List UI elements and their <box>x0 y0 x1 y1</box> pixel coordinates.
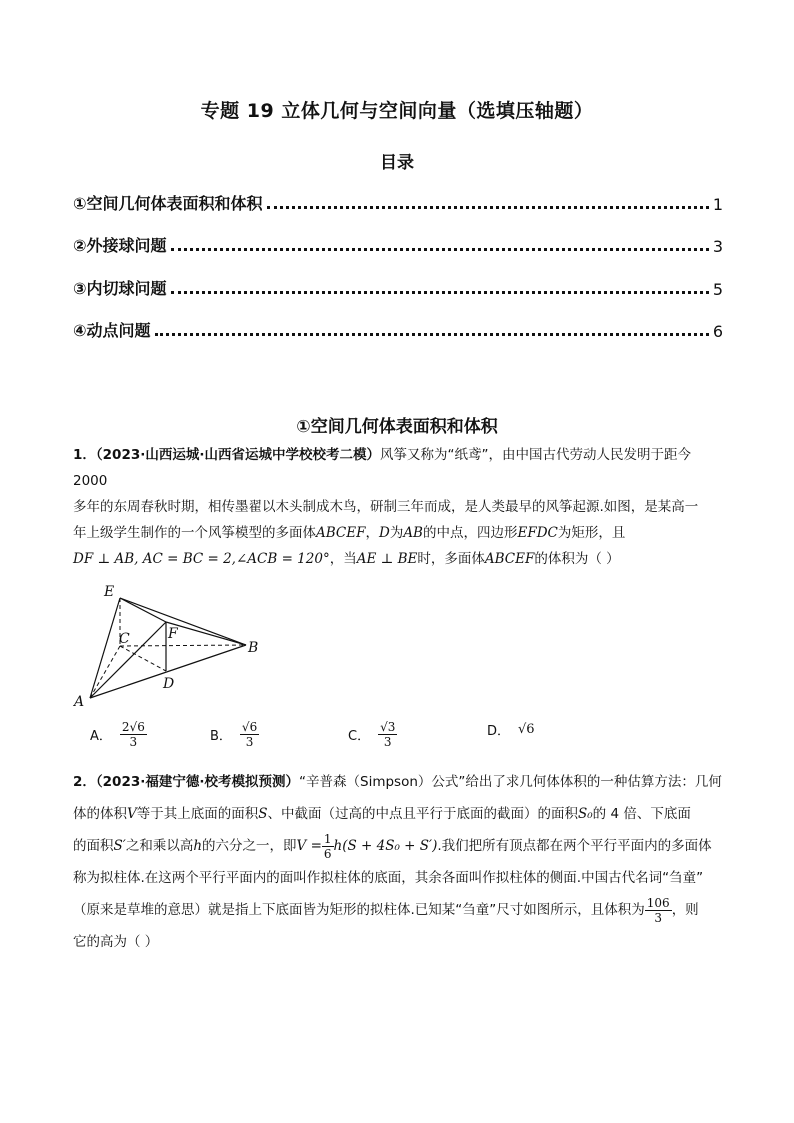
choice-fraction <box>240 720 259 749</box>
vertex-label-E: E <box>104 584 115 600</box>
q2-text: 的面积 <box>73 838 114 854</box>
q2-text: .我们把所有顶点都在两个平行平面内的多面体 <box>437 838 712 854</box>
toc-leader-dots <box>267 206 709 209</box>
toc-item-label: ④动点问题 <box>73 321 151 340</box>
q1-math: ABCEF <box>316 525 366 541</box>
toc-leader-dots <box>155 333 709 336</box>
choice-letter: A． <box>90 729 112 744</box>
section-heading: ①空间几何体表面积和体积 <box>296 417 498 437</box>
q2-text: ，则 <box>671 902 699 918</box>
q2-number: 2． <box>73 774 96 790</box>
toc-item-page: 3 <box>712 237 723 256</box>
choice-letter: D． <box>487 724 511 739</box>
toc-item[interactable] <box>73 232 723 256</box>
q1-math: ABCEF <box>484 551 535 567</box>
vertex-label-D: D <box>163 676 175 692</box>
q2-line <box>73 830 723 862</box>
choice-value: √6 <box>518 722 535 737</box>
fraction-numerator: √6 <box>241 720 258 734</box>
q2-math: V = <box>296 838 322 854</box>
choice-letter: B． <box>210 729 232 744</box>
toc-item-page: 5 <box>712 280 723 299</box>
question-2 <box>73 766 723 958</box>
q2-text: 的六分之一，即 <box>202 838 297 854</box>
q1-text: 时，多面体 <box>417 551 485 567</box>
choice-letter: C． <box>348 729 371 744</box>
q1-text: 为 <box>389 525 404 541</box>
q1-math: EFDC <box>517 525 558 541</box>
fraction-denominator: 3 <box>383 735 392 749</box>
edge-EB <box>120 598 246 645</box>
q1-math: DF ⊥ AB, AC = BC = 2,∠ACB = 120° <box>73 551 330 567</box>
vertex-label-A: A <box>74 694 85 710</box>
q2-math: V <box>127 806 137 822</box>
fraction-denominator: 6 <box>323 846 332 861</box>
q2-line: 它的高为（ ） <box>73 934 159 950</box>
edge-FB <box>166 622 246 645</box>
toc-leader-dots <box>171 248 709 251</box>
q1-text: 年上级学生制作的一个风筝模型的多面体 <box>73 525 316 541</box>
q2-text: “辛普森（Simpson）公式”给出了求几何体体积的一种估算方法：几何 <box>299 774 722 790</box>
q2-math: S′ <box>113 838 126 854</box>
q2-line <box>73 894 723 926</box>
q1-line: 多年的东周春秋时期，相传墨翟以木头制成木鸟，研制三年而成，是人类最早的风筝起源.如图，是某高一 <box>73 499 699 515</box>
q1-math: D <box>378 525 390 541</box>
formula-fraction <box>322 832 334 861</box>
q1-text: ， <box>365 525 379 541</box>
toc-heading: 目录 <box>380 153 414 173</box>
fraction-numerator: √3 <box>380 720 396 734</box>
q1-text: 风筝又称为“纸鸢”，由中国古代劳动人民发明于距今 2000 <box>73 447 691 489</box>
q2-text: 体的体积 <box>73 806 127 822</box>
q1-math: AE ⊥ BE <box>356 551 418 567</box>
choice-c[interactable] <box>348 720 397 749</box>
q2-text: （原来是草堆的意思）就是指上下底面皆为矩形的拟柱体.已知某“刍童”尺寸如图所示，且体积为 <box>73 902 645 918</box>
toc-item[interactable] <box>73 275 723 299</box>
q1-number: 1． <box>73 447 96 463</box>
edge-EF <box>120 598 166 622</box>
volume-fraction <box>645 896 672 925</box>
question-1 <box>73 442 723 572</box>
page-title: 专题 19 立体几何与空间向量（选填压轴题） <box>200 100 594 122</box>
fraction-numerator: 1 <box>323 831 332 846</box>
vertex-label-F: F <box>168 626 178 642</box>
toc-item-page: 1 <box>712 195 723 214</box>
q2-math: h(S + 4S₀ + S′) <box>333 838 438 854</box>
q2-text: 之和乘以高 <box>125 838 194 854</box>
fraction-numerator: 2√6 <box>121 720 145 734</box>
choice-fraction <box>378 720 397 749</box>
q1-text: 的中点，四边形 <box>422 525 518 541</box>
toc-item[interactable] <box>73 317 723 341</box>
q2-text: 、中截面（过高的中点且平行于底面的截面）的面积 <box>267 806 578 822</box>
vertex-label-B: B <box>248 640 259 656</box>
toc-item-label: ①空间几何体表面积和体积 <box>73 194 263 213</box>
edge-CB <box>120 645 246 646</box>
choice-fraction <box>120 720 147 749</box>
q2-math: h <box>193 838 203 854</box>
polyhedron-figure <box>66 580 276 710</box>
fraction-denominator: 3 <box>654 910 663 925</box>
q2-line: 称为拟柱体.在这两个平行平面内的面叫作拟柱体的底面，其余各面叫作拟柱体的侧面.中国古代名词“刍童” <box>73 870 704 886</box>
toc-leader-dots <box>171 291 709 294</box>
choice-a[interactable] <box>90 720 147 749</box>
toc-item-label: ②外接球问题 <box>73 236 167 255</box>
q1-text: ，当 <box>329 551 357 567</box>
choice-d[interactable] <box>487 720 535 739</box>
toc-item-page: 6 <box>712 322 723 341</box>
toc-item-label: ③内切球问题 <box>73 279 167 298</box>
fraction-denominator: 3 <box>129 735 138 749</box>
q1-line <box>73 520 723 546</box>
q1-text: 为矩形，且 <box>557 525 626 541</box>
q1-math: AB <box>403 525 423 541</box>
q1-source: （2023·山西运城·山西省运城中学校校考二模） <box>95 447 380 463</box>
q1-text: 的体积为（ ） <box>534 551 620 567</box>
vertex-label-C: C <box>119 631 130 647</box>
edge-CD <box>120 646 166 671</box>
q2-math: S <box>258 806 268 822</box>
choice-b[interactable] <box>210 720 259 749</box>
q2-line <box>73 798 723 830</box>
fraction-denominator: 3 <box>245 735 254 749</box>
q2-text: 等于其上底面的面积 <box>136 806 259 822</box>
fraction-numerator: 106 <box>646 895 670 910</box>
q1-line <box>73 546 723 572</box>
toc-item[interactable] <box>73 190 723 214</box>
q2-source: （2023·福建宁德·校考模拟预测） <box>95 774 299 790</box>
q2-text: 的 4 倍、下底面 <box>592 806 691 822</box>
q1-line <box>73 442 723 494</box>
q2-math: S₀ <box>578 806 593 822</box>
q2-line <box>73 766 723 798</box>
